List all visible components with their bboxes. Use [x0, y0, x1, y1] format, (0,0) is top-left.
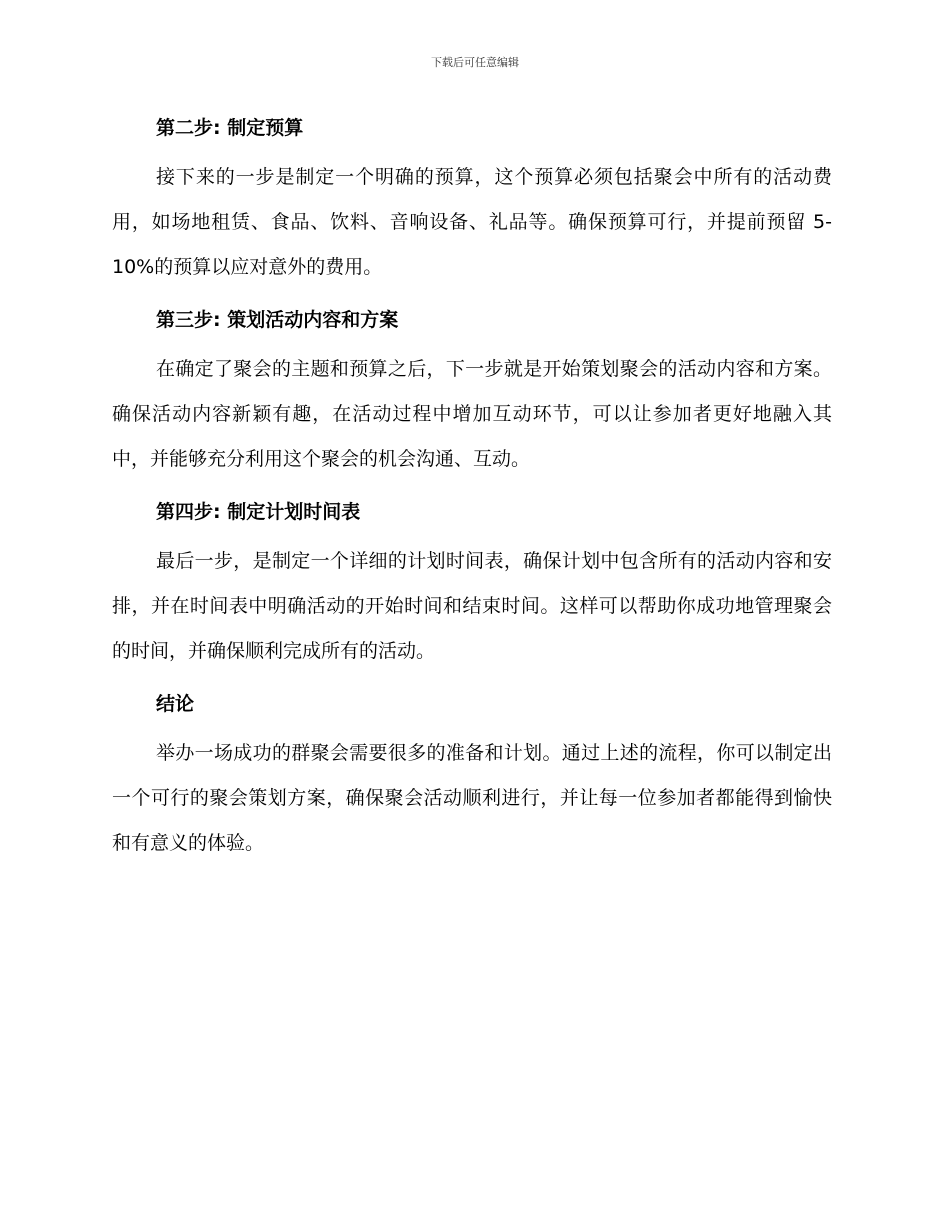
- section-budget: [112, 112, 832, 304]
- section-heading: 第二步: 制定预算: [156, 117, 304, 139]
- section-paragraph: 在确定了聚会的主题和预算之后，下一步就是开始策划聚会的活动内容和方案。确保活动内容新颖有趣，在活动过程中增加互动环节，可以让参加者更好地融入其中，并能够充分利用这个聚会的机会沟通、互动。: [112, 358, 832, 470]
- section-conclusion: [112, 688, 832, 866]
- section-schedule: [112, 496, 832, 688]
- document-body: [112, 112, 832, 866]
- section-heading: 结论: [156, 693, 195, 715]
- section-paragraph: 举办一场成功的群聚会需要很多的准备和计划。通过上述的流程，你可以制定出一个可行的聚会策划方案，确保聚会活动顺利进行，并让每一位参加者都能得到愉快和有意义的体验。: [112, 742, 832, 854]
- section-paragraph: 最后一步，是制定一个详细的计划时间表，确保计划中包含所有的活动内容和安排，并在时间表中明确活动的开始时间和结束时间。这样可以帮助你成功地管理聚会的时间，并确保顺利完成所有的活动。: [112, 550, 832, 662]
- section-heading: 第三步: 策划活动内容和方案: [156, 309, 399, 331]
- page-header: 下载后可任意编辑: [431, 56, 519, 69]
- section-heading: 第四步: 制定计划时间表: [156, 501, 361, 523]
- section-activity-plan: [112, 304, 832, 496]
- section-paragraph: 接下来的一步是制定一个明确的预算，这个预算必须包括聚会中所有的活动费用，如场地租赁、食品、饮料、音响设备、礼品等。确保预算可行，并提前预留 5-10%的预算以应对意外的费用。: [112, 166, 832, 278]
